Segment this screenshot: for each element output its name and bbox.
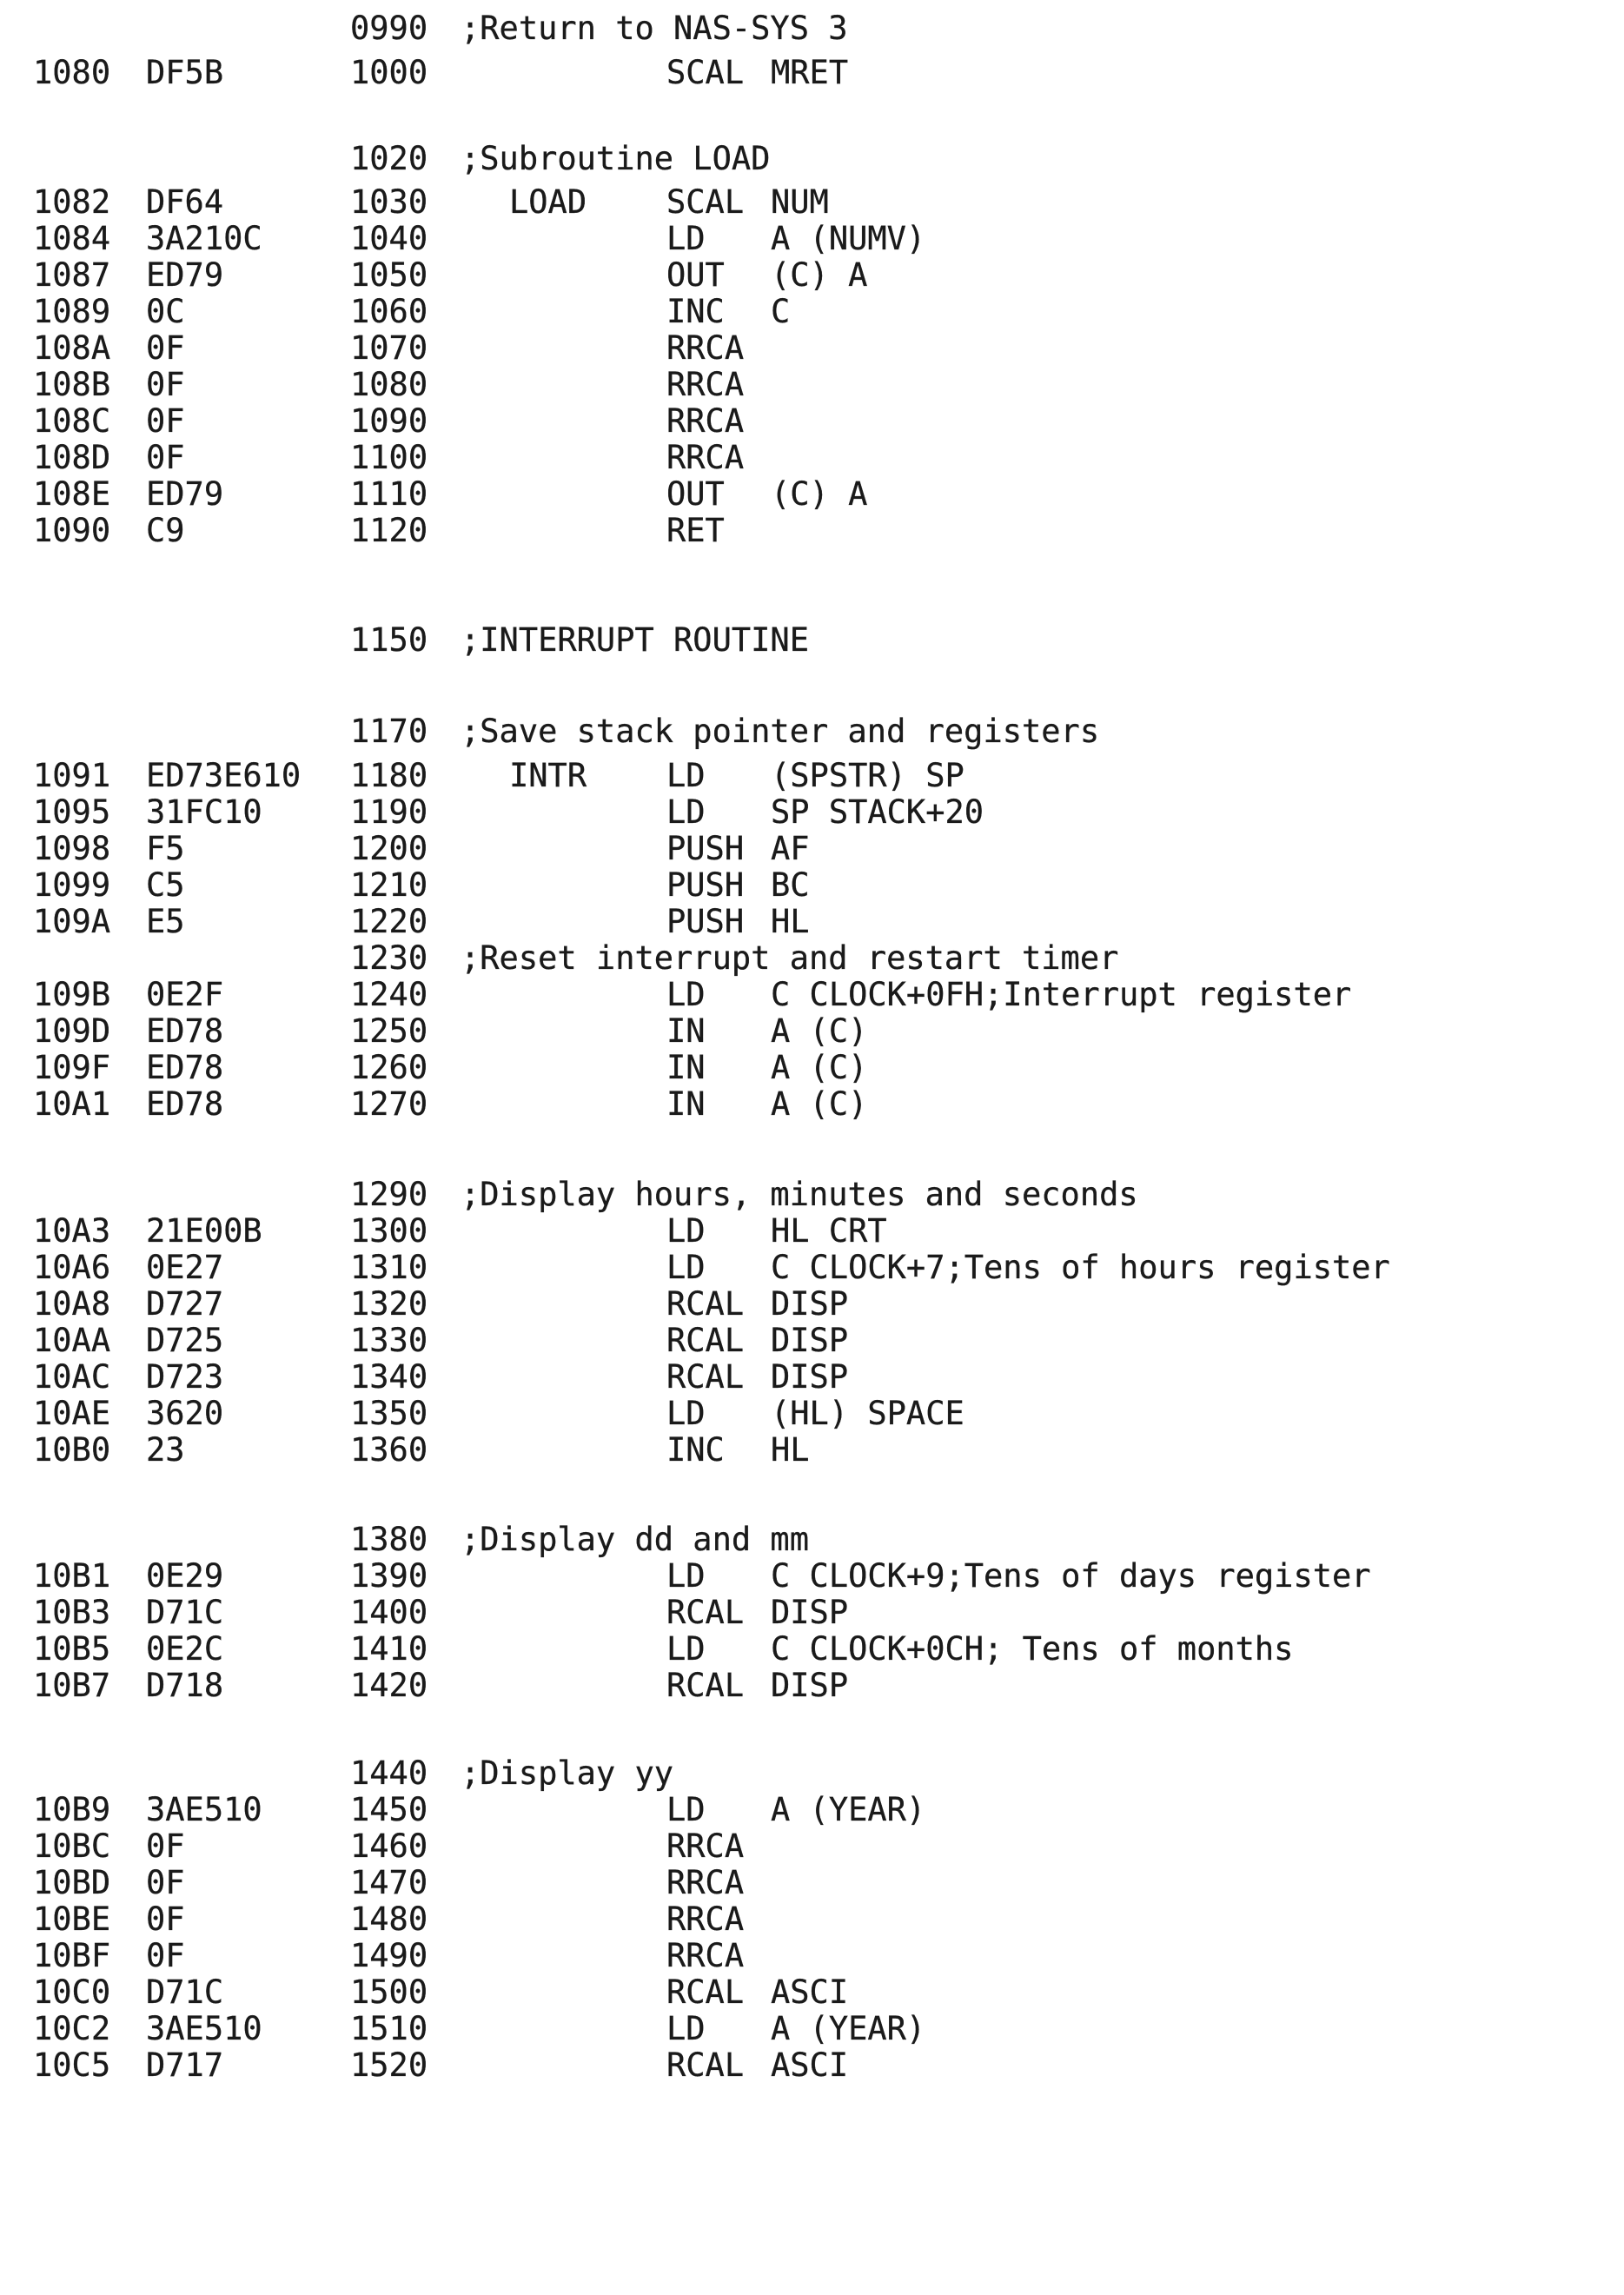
object-code: 21E00B: [146, 1212, 262, 1250]
code-line: [0, 219, 1624, 259]
code-line: [0, 793, 1624, 832]
code-line: [0, 1666, 1624, 1706]
code-line: [0, 292, 1624, 332]
object-code: 3620: [146, 1395, 224, 1432]
object-code: D71C: [146, 1594, 224, 1631]
mnemonic: RRCA: [666, 1937, 745, 1974]
label: LOAD: [509, 183, 587, 221]
code-line: [0, 1211, 1624, 1251]
comment-text: ;Display yy: [461, 1754, 674, 1792]
address: 10AC: [33, 1358, 111, 1396]
code-line: [0, 255, 1624, 295]
operand: C CLOCK+0FH;Interrupt register: [771, 976, 1352, 1013]
mnemonic: RCAL: [666, 2046, 745, 2084]
line-number: 1150: [350, 621, 428, 659]
object-code: 0E27: [146, 1249, 224, 1286]
code-line: [0, 829, 1624, 869]
object-code: E5: [146, 903, 185, 940]
code-line: [0, 1973, 1624, 2013]
line-number: 1470: [350, 1864, 428, 1901]
address: 1091: [33, 757, 111, 794]
operand: DISP: [771, 1322, 849, 1359]
object-code: D727: [146, 1285, 224, 1323]
line-number: 1120: [350, 512, 428, 549]
object-code: 3A210C: [146, 220, 262, 257]
operand: C CLOCK+7;Tens of hours register: [771, 1249, 1390, 1286]
object-code: 23: [146, 1431, 185, 1469]
mnemonic: RCAL: [666, 1594, 745, 1631]
operand: A (C): [771, 1049, 868, 1086]
object-code: 0F: [146, 1937, 185, 1974]
line-number: 1290: [350, 1176, 428, 1213]
operand: C CLOCK+9;Tens of days register: [771, 1557, 1371, 1595]
code-line: [0, 1827, 1624, 1867]
operand: HL: [771, 903, 810, 940]
object-code: 0F: [146, 1827, 185, 1865]
code-line: [0, 1629, 1624, 1669]
operand: DISP: [771, 1667, 849, 1704]
comment-text: ;Display hours, minutes and seconds: [461, 1176, 1138, 1213]
line-number: 1040: [350, 220, 428, 257]
comment-line: [0, 9, 1624, 49]
operand: ASCI: [771, 1973, 849, 2011]
operand: (C) A: [771, 475, 868, 513]
address: 108E: [33, 475, 111, 513]
address: 10B5: [33, 1630, 111, 1668]
code-line: [0, 182, 1624, 222]
code-line: [0, 53, 1624, 93]
operand: (HL) SPACE: [771, 1395, 964, 1432]
mnemonic: LD: [666, 1249, 706, 1286]
line-number: 1380: [350, 1521, 428, 1558]
line-number: 1410: [350, 1630, 428, 1668]
address: 108A: [33, 329, 111, 367]
mnemonic: OUT: [666, 475, 725, 513]
object-code: ED78: [146, 1012, 224, 1050]
code-line: [0, 1012, 1624, 1051]
object-code: 31FC10: [146, 793, 262, 831]
operand: A (C): [771, 1012, 868, 1050]
object-code: C9: [146, 512, 185, 549]
mnemonic: PUSH: [666, 866, 745, 904]
code-line: [0, 1863, 1624, 1903]
address: 10BC: [33, 1827, 111, 1865]
operand: BC: [771, 866, 810, 904]
code-line: [0, 866, 1624, 905]
mnemonic: LD: [666, 1557, 706, 1595]
line-number: 1500: [350, 1973, 428, 2011]
address: 10B9: [33, 1791, 111, 1828]
object-code: ED79: [146, 256, 224, 294]
code-line: [0, 511, 1624, 551]
code-line: [0, 1556, 1624, 1596]
mnemonic: INC: [666, 293, 725, 330]
address: 108D: [33, 439, 111, 476]
comment-line: [0, 620, 1624, 660]
code-line: [0, 1936, 1624, 1976]
code-line: [0, 401, 1624, 441]
operand: DISP: [771, 1594, 849, 1631]
address: 1090: [33, 512, 111, 549]
line-number: 1480: [350, 1900, 428, 1938]
line-number: 1080: [350, 366, 428, 403]
line-number: 1340: [350, 1358, 428, 1396]
mnemonic: LD: [666, 1395, 706, 1432]
object-code: D717: [146, 2046, 224, 2084]
code-line: [0, 756, 1624, 796]
object-code: 0E2F: [146, 976, 224, 1013]
address: 1087: [33, 256, 111, 294]
object-code: ED78: [146, 1085, 224, 1123]
mnemonic: LD: [666, 1791, 706, 1828]
object-code: D725: [146, 1322, 224, 1359]
operand: ASCI: [771, 2046, 849, 2084]
mnemonic: RRCA: [666, 1864, 745, 1901]
mnemonic: PUSH: [666, 903, 745, 940]
mnemonic: IN: [666, 1085, 706, 1123]
operand: HL: [771, 1431, 810, 1469]
line-number: 1170: [350, 713, 428, 750]
line-number: 1390: [350, 1557, 428, 1595]
object-code: 3AE510: [146, 1791, 262, 1828]
line-number: 1000: [350, 54, 428, 91]
comment-text: ;Display dd and mm: [461, 1521, 809, 1558]
line-number: 1320: [350, 1285, 428, 1323]
address: 108C: [33, 402, 111, 440]
address: 1089: [33, 293, 111, 330]
address: 108B: [33, 366, 111, 403]
line-number: 0990: [350, 10, 428, 47]
address: 1084: [33, 220, 111, 257]
object-code: 0F: [146, 402, 185, 440]
object-code: F5: [146, 830, 185, 867]
object-code: D718: [146, 1667, 224, 1704]
line-number: 1450: [350, 1791, 428, 1828]
address: 10C0: [33, 1973, 111, 2011]
object-code: 0F: [146, 1864, 185, 1901]
object-code: D71C: [146, 1973, 224, 2011]
mnemonic: RRCA: [666, 366, 745, 403]
operand: MRET: [771, 54, 849, 91]
mnemonic: RRCA: [666, 329, 745, 367]
mnemonic: RRCA: [666, 1900, 745, 1938]
label: INTR: [509, 757, 587, 794]
mnemonic: RET: [666, 512, 725, 549]
object-code: C5: [146, 866, 185, 904]
mnemonic: PUSH: [666, 830, 745, 867]
mnemonic: RRCA: [666, 402, 745, 440]
object-code: 0F: [146, 439, 185, 476]
line-number: 1300: [350, 1212, 428, 1250]
line-number: 1240: [350, 976, 428, 1013]
code-line: [0, 474, 1624, 514]
line-number: 1400: [350, 1594, 428, 1631]
mnemonic: RCAL: [666, 1285, 745, 1323]
code-line: [0, 1048, 1624, 1088]
line-number: 1520: [350, 2046, 428, 2084]
operand: C CLOCK+0CH; Tens of months: [771, 1630, 1294, 1668]
address: 109F: [33, 1049, 111, 1086]
code-line: [0, 1430, 1624, 1470]
object-code: 0F: [146, 1900, 185, 1938]
code-line: [0, 1357, 1624, 1397]
object-code: 0F: [146, 366, 185, 403]
object-code: ED78: [146, 1049, 224, 1086]
line-number: 1350: [350, 1395, 428, 1432]
mnemonic: RRCA: [666, 1827, 745, 1865]
mnemonic: LD: [666, 1630, 706, 1668]
address: 109B: [33, 976, 111, 1013]
line-number: 1070: [350, 329, 428, 367]
address: 10AA: [33, 1322, 111, 1359]
line-number: 1330: [350, 1322, 428, 1359]
mnemonic: SCAL: [666, 183, 745, 221]
mnemonic: IN: [666, 1049, 706, 1086]
operand: A (YEAR): [771, 1791, 926, 1828]
address: 109A: [33, 903, 111, 940]
mnemonic: LD: [666, 2010, 706, 2047]
line-number: 1030: [350, 183, 428, 221]
object-code: DF5B: [146, 54, 224, 91]
operand: A (NUMV): [771, 220, 926, 257]
mnemonic: RCAL: [666, 1667, 745, 1704]
comment-text: ;Save stack pointer and registers: [461, 713, 1100, 750]
address: 1099: [33, 866, 111, 904]
comment-line: [0, 1754, 1624, 1794]
line-number: 1230: [350, 939, 428, 977]
object-code: 0F: [146, 329, 185, 367]
line-number: 1050: [350, 256, 428, 294]
line-number: 1060: [350, 293, 428, 330]
code-line: [0, 1321, 1624, 1361]
mnemonic: LD: [666, 793, 706, 831]
line-number: 1510: [350, 2010, 428, 2047]
mnemonic: SCAL: [666, 54, 745, 91]
address: 10B1: [33, 1557, 111, 1595]
address: 1080: [33, 54, 111, 91]
mnemonic: LD: [666, 1212, 706, 1250]
code-line: [0, 438, 1624, 478]
comment-text: ;Subroutine LOAD: [461, 140, 771, 177]
address: 10A3: [33, 1212, 111, 1250]
address: 10A6: [33, 1249, 111, 1286]
mnemonic: INC: [666, 1431, 725, 1469]
comment-line: [0, 939, 1624, 978]
code-line: [0, 1394, 1624, 1434]
mnemonic: LD: [666, 976, 706, 1013]
code-line: [0, 328, 1624, 368]
object-code: 0E29: [146, 1557, 224, 1595]
line-number: 1460: [350, 1827, 428, 1865]
address: 10BF: [33, 1937, 111, 1974]
line-number: 1110: [350, 475, 428, 513]
code-line: [0, 902, 1624, 942]
comment-line: [0, 1520, 1624, 1560]
address: 10C5: [33, 2046, 111, 2084]
line-number: 1360: [350, 1431, 428, 1469]
mnemonic: OUT: [666, 256, 725, 294]
code-line: [0, 1248, 1624, 1288]
line-number: 1100: [350, 439, 428, 476]
address: 10B7: [33, 1667, 111, 1704]
line-number: 1420: [350, 1667, 428, 1704]
line-number: 1190: [350, 793, 428, 831]
line-number: 1220: [350, 903, 428, 940]
line-number: 1440: [350, 1754, 428, 1792]
operand: SP STACK+20: [771, 793, 984, 831]
operand: (C) A: [771, 256, 868, 294]
code-line: [0, 1084, 1624, 1124]
line-number: 1200: [350, 830, 428, 867]
line-number: 1270: [350, 1085, 428, 1123]
address: 10A8: [33, 1285, 111, 1323]
code-line: [0, 975, 1624, 1015]
object-code: 3AE510: [146, 2010, 262, 2047]
line-number: 1250: [350, 1012, 428, 1050]
address: 1098: [33, 830, 111, 867]
address: 10B0: [33, 1431, 111, 1469]
code-line: [0, 1900, 1624, 1940]
code-line: [0, 365, 1624, 405]
comment-text: ;INTERRUPT ROUTINE: [461, 621, 809, 659]
address: 10C2: [33, 2010, 111, 2047]
comment-text: ;Reset interrupt and restart timer: [461, 939, 1119, 977]
mnemonic: RCAL: [666, 1358, 745, 1396]
comment-line: [0, 712, 1624, 752]
mnemonic: RCAL: [666, 1322, 745, 1359]
line-number: 1260: [350, 1049, 428, 1086]
operand: DISP: [771, 1358, 849, 1396]
address: 109D: [33, 1012, 111, 1050]
line-number: 1020: [350, 140, 428, 177]
comment-line: [0, 139, 1624, 179]
comment-text: ;Return to NAS-SYS 3: [461, 10, 848, 47]
object-code: 0E2C: [146, 1630, 224, 1668]
object-code: DF64: [146, 183, 224, 221]
address: 10BD: [33, 1864, 111, 1901]
line-number: 1490: [350, 1937, 428, 1974]
line-number: 1210: [350, 866, 428, 904]
address: 10BE: [33, 1900, 111, 1938]
operand: NUM: [771, 183, 829, 221]
line-number: 1180: [350, 757, 428, 794]
mnemonic: RCAL: [666, 1973, 745, 2011]
mnemonic: RRCA: [666, 439, 745, 476]
line-number: 1310: [350, 1249, 428, 1286]
operand: AF: [771, 830, 810, 867]
operand: DISP: [771, 1285, 849, 1323]
object-code: D723: [146, 1358, 224, 1396]
operand: A (C): [771, 1085, 868, 1123]
address: 10B3: [33, 1594, 111, 1631]
address: 10A1: [33, 1085, 111, 1123]
code-line: [0, 1284, 1624, 1324]
address: 10AE: [33, 1395, 111, 1432]
object-code: ED73E610: [146, 757, 302, 794]
mnemonic: LD: [666, 757, 706, 794]
code-line: [0, 2009, 1624, 2049]
line-number: 1090: [350, 402, 428, 440]
address: 1082: [33, 183, 111, 221]
mnemonic: LD: [666, 220, 706, 257]
code-line: [0, 1593, 1624, 1633]
code-line: [0, 2046, 1624, 2086]
operand: C: [771, 293, 791, 330]
code-line: [0, 1790, 1624, 1830]
operand: HL CRT: [771, 1212, 887, 1250]
mnemonic: IN: [666, 1012, 706, 1050]
object-code: ED79: [146, 475, 224, 513]
address: 1095: [33, 793, 111, 831]
object-code: 0C: [146, 293, 185, 330]
comment-line: [0, 1175, 1624, 1215]
operand: A (YEAR): [771, 2010, 926, 2047]
operand: (SPSTR) SP: [771, 757, 964, 794]
